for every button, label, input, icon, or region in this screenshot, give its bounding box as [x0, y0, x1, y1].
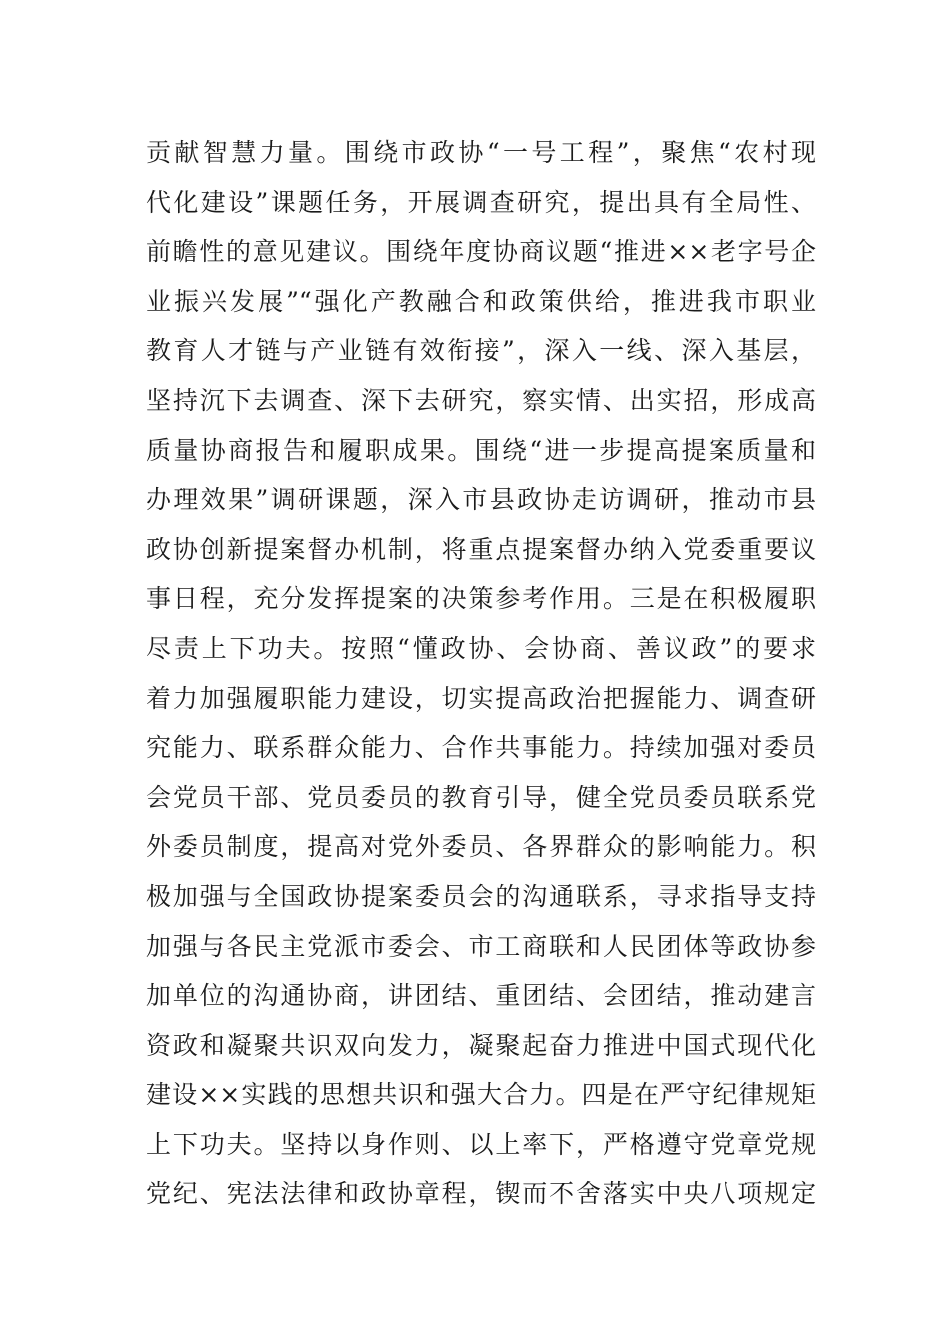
text-line: 贡献智慧力量。围绕市政协“一号工程”，聚焦“农村现 [146, 138, 816, 167]
text-line: 前瞻性的意见建议。围绕年度协商议题“推进××老字号企 [146, 237, 816, 267]
text-line: 政协创新提案督办机制，将重点提案督办纳入党委重要议 [146, 534, 816, 564]
text-line: 外委员制度，提高对党外委员、各界群众的影响能力。积 [146, 832, 816, 862]
body-paragraph [146, 128, 816, 1219]
text-line: 极加强与全国政协提案委员会的沟通联系，寻求指导支持 [146, 881, 816, 911]
text-line: 究能力、联系群众能力、合作共事能力。持续加强对委员 [146, 733, 816, 763]
text-line: 办理效果”调研课题，深入市县政协走访调研，推动市县 [146, 485, 816, 515]
text-line: 事日程，充分发挥提案的决策参考作用。三是在积极履职 [146, 584, 816, 614]
text-line: 坚持沉下去调查、深下去研究，察实情、出实招，形成高 [146, 385, 816, 415]
text-line: 党纪、宪法法律和政协章程，锲而不舍落实中央八项规定 [146, 1179, 816, 1209]
text-line: 着力加强履职能力建设，切实提高政治把握能力、调查研 [146, 683, 816, 713]
text-line: 教育人才链与产业链有效衔接”，深入一线、深入基层， [146, 336, 816, 366]
text-line: 加单位的沟通协商，讲团结、重团结、会团结，推动建言 [146, 981, 816, 1011]
text-line: 资政和凝聚共识双向发力，凝聚起奋力推进中国式现代化 [146, 1030, 816, 1060]
text-line: 业振兴发展”“强化产教融合和政策供给，推进我市职业 [146, 286, 816, 316]
text-line: 质量协商报告和履职成果。围绕“进一步提高提案质量和 [146, 435, 816, 465]
text-line: 尽责上下功夫。按照“懂政协、会协商、善议政”的要求 [146, 633, 816, 663]
text-line: 会党员干部、党员委员的教育引导，健全党员委员联系党 [146, 782, 816, 812]
text-line: 加强与各民主党派市委会、市工商联和人民团体等政协参 [146, 931, 816, 961]
text-line: 建设××实践的思想共识和强大合力。四是在严守纪律规矩 [146, 1080, 816, 1110]
text-line: 上下功夫。坚持以身作则、以上率下，严格遵守党章党规 [146, 1129, 816, 1159]
text-line: 代化建设”课题任务，开展调查研究，提出具有全局性、 [146, 187, 816, 217]
